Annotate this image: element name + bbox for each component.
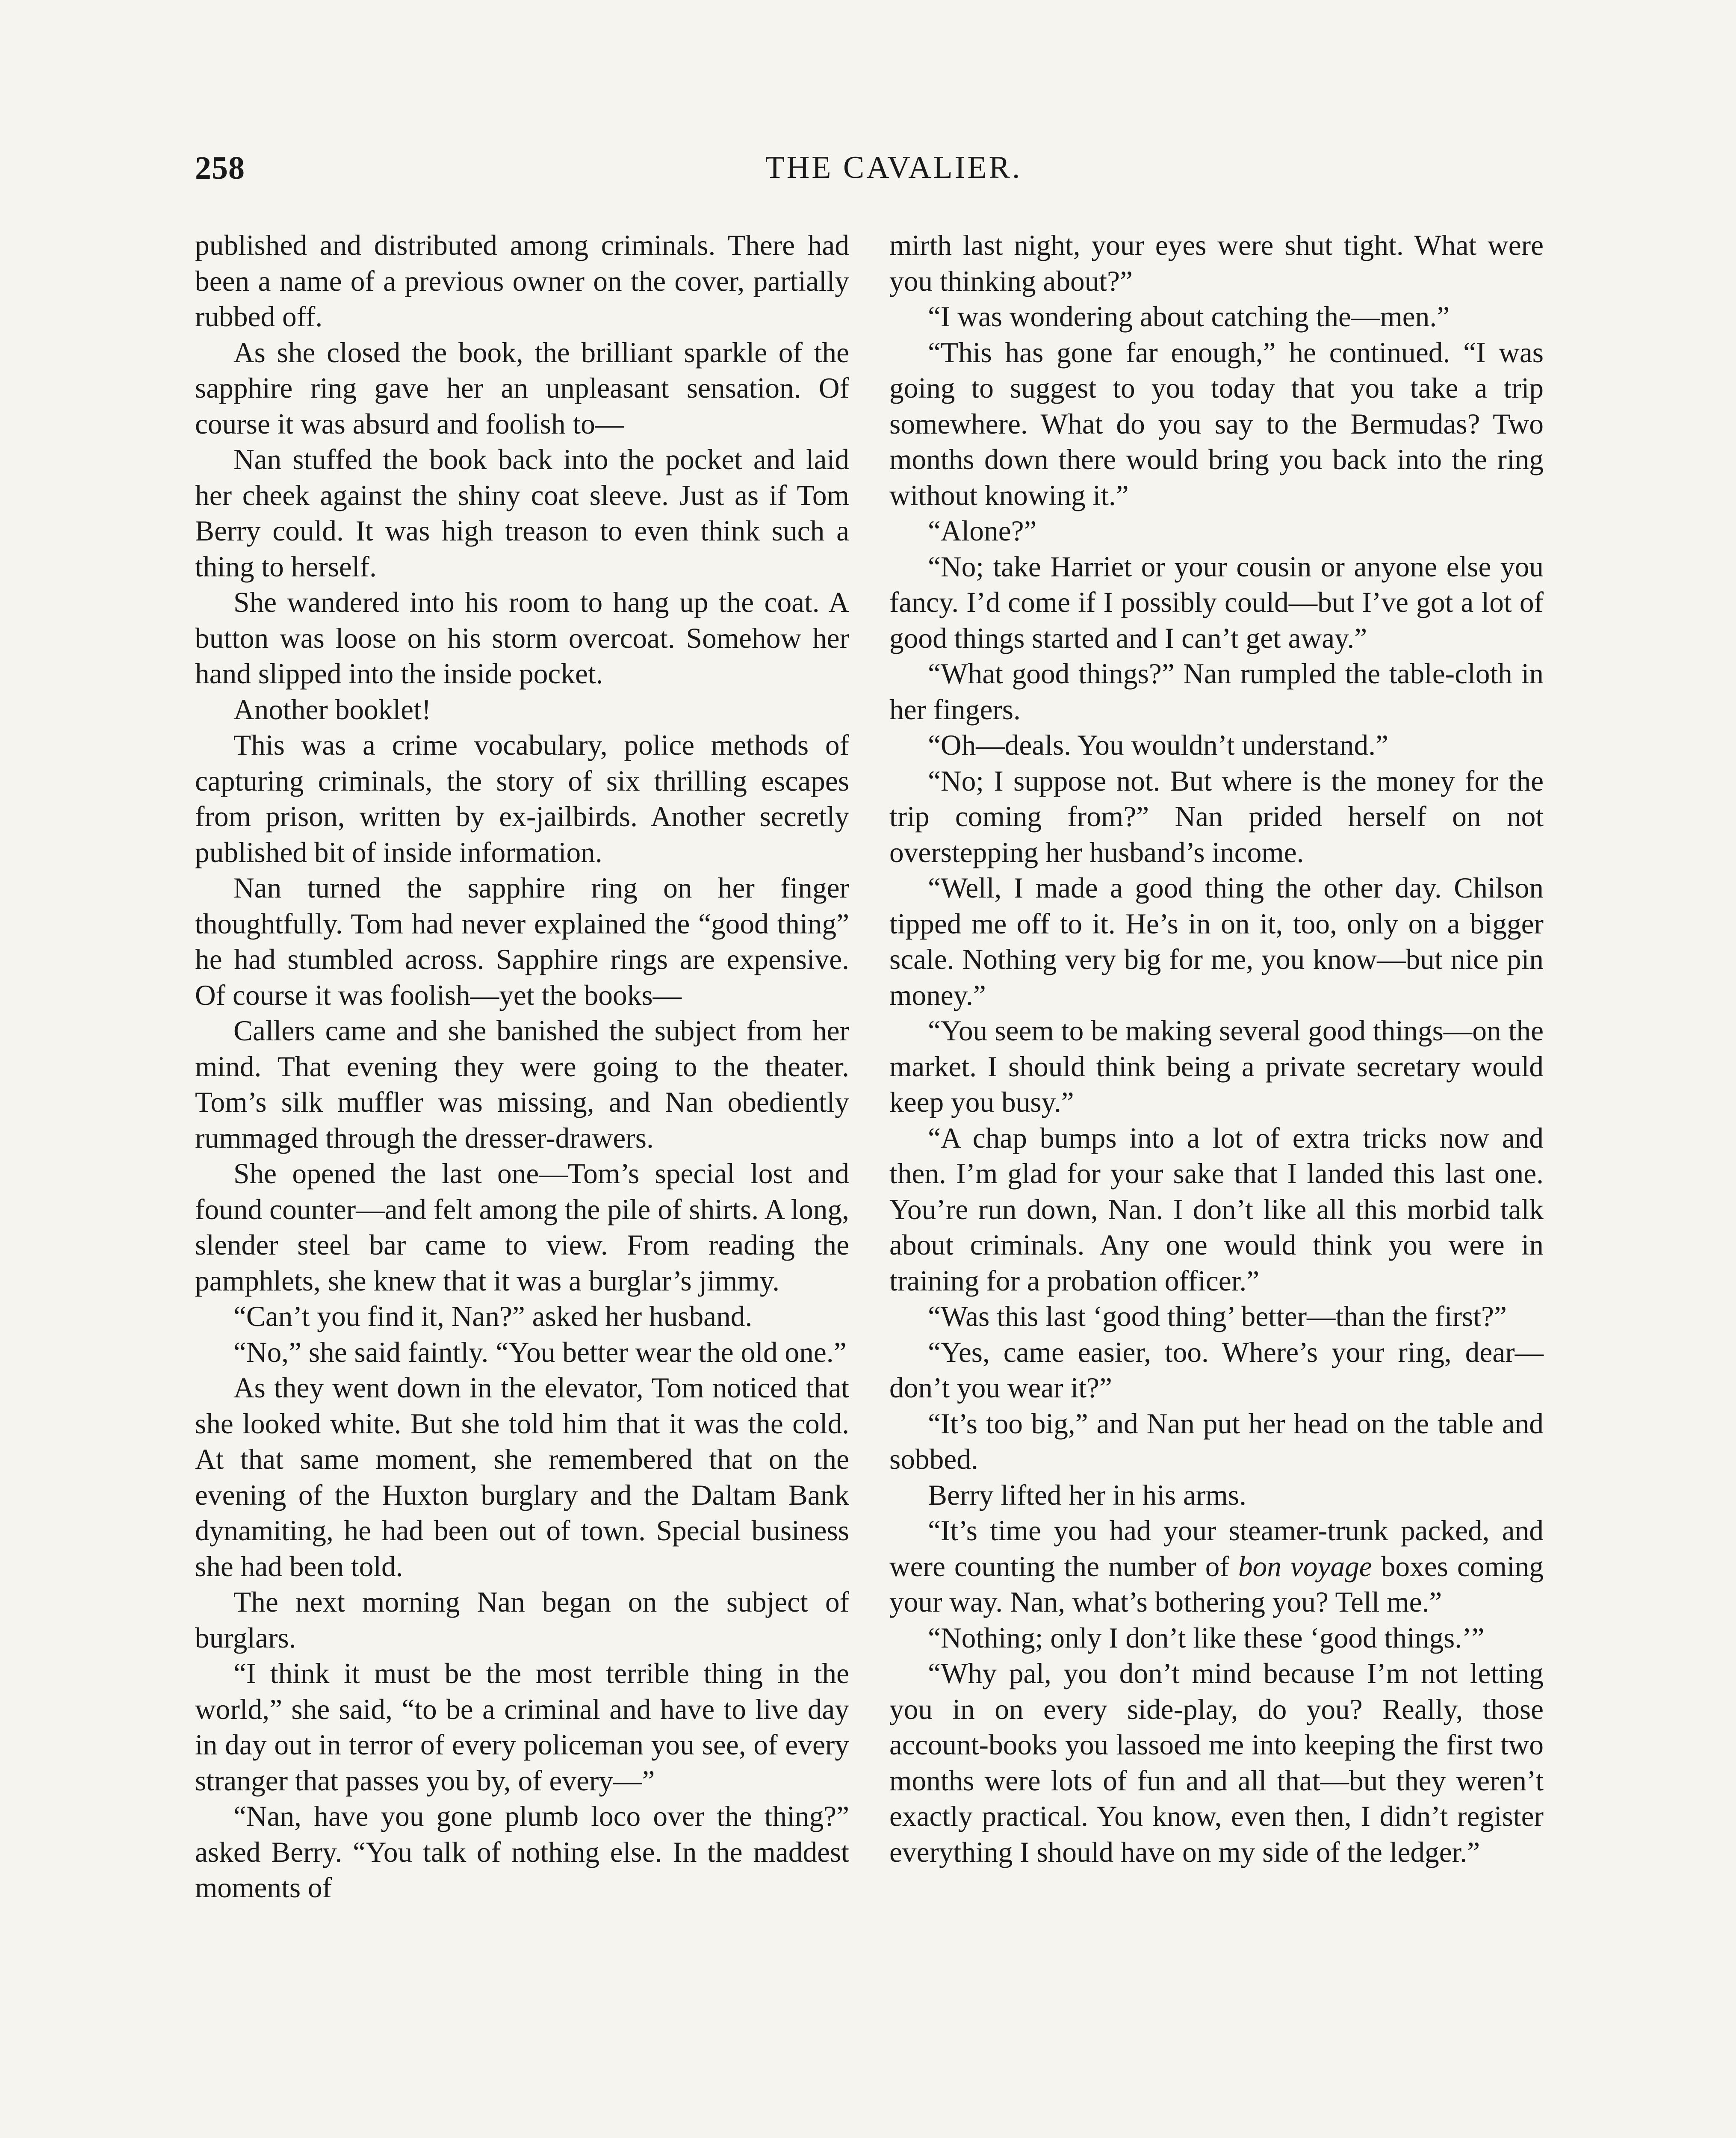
- paragraph-text: “It’s time you had your steamer-trunk packed, and were counting the number of: [889, 1515, 1544, 1583]
- paragraph: Nan stuffed the book back into the pocket and laid her cheek against the shiny coat sleeve. Just as if Tom Berry could. It was high treason to even think such a thing to herself.: [195, 443, 849, 583]
- paragraph: “Well, I made a good thing the other day. Chilson tipped me off to it. He’s in on it, too, only on a bigger scale. Nothing very big for me, you know—but nice pin money.”: [889, 872, 1544, 1011]
- paragraph: “Was this last ‘good thing’ better—than the first?”: [928, 1300, 1507, 1332]
- paragraph: “Oh—deals. You wouldn’t understand.”: [928, 729, 1388, 761]
- paragraph: “Can’t you find it, Nan?” asked her husband.: [233, 1300, 753, 1332]
- left-column: [195, 227, 849, 1906]
- paragraph: “No; I suppose not. But where is the money for the trip coming from?” Nan prided herself on not overstepping her husband’s income.: [889, 765, 1544, 868]
- paragraph: “No; take Harriet or your cousin or anyone else you fancy. I’d come if I possibly could—but I’ve got a lot of good things started and I can’t get away.”: [889, 550, 1544, 654]
- paragraph: “Yes, came easier, too. Where’s your ring, dear—don’t you wear it?”: [889, 1336, 1544, 1404]
- paragraph: As they went down in the elevator, Tom noticed that she looked white. But she told him that it was the cold. At that same moment, she remembered that on the evening of the Huxton burglary and the Daltam Bank dynamiting, he had been out of town. Special business she had been told.: [195, 1372, 849, 1583]
- paragraph: “Nan, have you gone plumb loco over the thing?” asked Berry. “You talk of nothing else. In the maddest moments of: [195, 1800, 849, 1904]
- paragraph: This was a crime vocabulary, police methods of capturing criminals, the story of six thrilling escapes from prison, written by ex-jailbirds. Another secretly published bit of inside information.: [195, 729, 849, 868]
- paragraph: “What good things?” Nan rumpled the table-cloth in her fingers.: [889, 658, 1544, 726]
- paragraph: published and distributed among criminals. There had been a name of a previous owner on the cover, partially rubbed off.: [195, 229, 849, 333]
- page-number: 258: [195, 150, 245, 186]
- paragraph: Callers came and she banished the subject from her mind. That evening they were going to the theater. Tom’s silk muffler was missing, and Nan obediently rummaged through the dresser-drawers.: [195, 1015, 849, 1154]
- italic-phrase: bon voyage: [1238, 1550, 1372, 1583]
- paragraph: Another booklet!: [233, 693, 431, 726]
- paragraph: “This has gone far enough,” he continued. “I was going to suggest to you today that you take a trip somewhere. What do you say to the Bermudas? Two months down there would bring you back into the ring without knowing it.”: [889, 336, 1544, 511]
- paragraph: “Alone?”: [928, 515, 1037, 547]
- right-column: [889, 227, 1544, 1870]
- paragraph: She opened the last one—Tom’s special lost and found counter—and felt among the pile of shirts. A long, slender steel bar came to view. From reading the pamphlets, she knew that it was a burglar’s jimmy.: [195, 1158, 849, 1297]
- paragraph: “A chap bumps into a lot of extra tricks now and then. I’m glad for your sake that I landed this last one. You’re run down, Nan. I don’t like all this morbid talk about criminals. Any one would think you were in training for a probation officer.”: [889, 1122, 1544, 1297]
- paragraph: “You seem to be making several good things—on the market. I should think being a private secretary would keep you busy.”: [889, 1015, 1544, 1118]
- paragraph: “I think it must be the most terrible thing in the world,” she said, “to be a criminal and have to live day in day out in terror of every policeman you see, of every stranger that passes you by, of every—”: [195, 1657, 849, 1797]
- paragraph: As she closed the book, the brilliant sparkle of the sapphire ring gave her an unpleasant sensation. Of course it was absurd and foolish to—: [195, 336, 849, 440]
- paragraph-text: boxes coming your way. Nan, what’s bothering you? Tell me.”: [889, 1550, 1544, 1618]
- paragraph: The next morning Nan began on the subject of burglars.: [195, 1586, 849, 1654]
- paragraph: “I was wondering about catching the—men.”: [928, 301, 1450, 333]
- paragraph: She wandered into his room to hang up the coat. A button was loose on his storm overcoat. Somehow her hand slipped into the inside pocket.: [195, 586, 849, 690]
- paragraph: “It’s too big,” and Nan put her head on the table and sobbed.: [889, 1407, 1544, 1475]
- paragraph: “Nothing; only I don’t like these ‘good things.’”: [928, 1621, 1485, 1654]
- paragraph: “Why pal, you don’t mind because I’m not letting you in on every side-play, do you? Really, those account-books you lassoed me into keeping the first two months were lots of fun and all that—but they weren’t exactly practical. You know, even then, I didn’t register everything I should have on my side of the ledger.”: [889, 1657, 1544, 1868]
- paragraph: “No,” she said faintly. “You better wear the old one.”: [233, 1336, 847, 1368]
- paragraph: Nan turned the sapphire ring on her finger thoughtfully. Tom had never explained the “good thing” he had stumbled across. Sapphire rings are expensive. Of course it was foolish—yet the books—: [195, 872, 849, 1011]
- paragraph: [889, 1513, 1544, 1620]
- running-head: THE CAVALIER.: [765, 150, 1022, 185]
- paragraph: mirth last night, your eyes were shut tight. What were you thinking about?”: [889, 229, 1544, 297]
- paragraph: Berry lifted her in his arms.: [928, 1479, 1246, 1511]
